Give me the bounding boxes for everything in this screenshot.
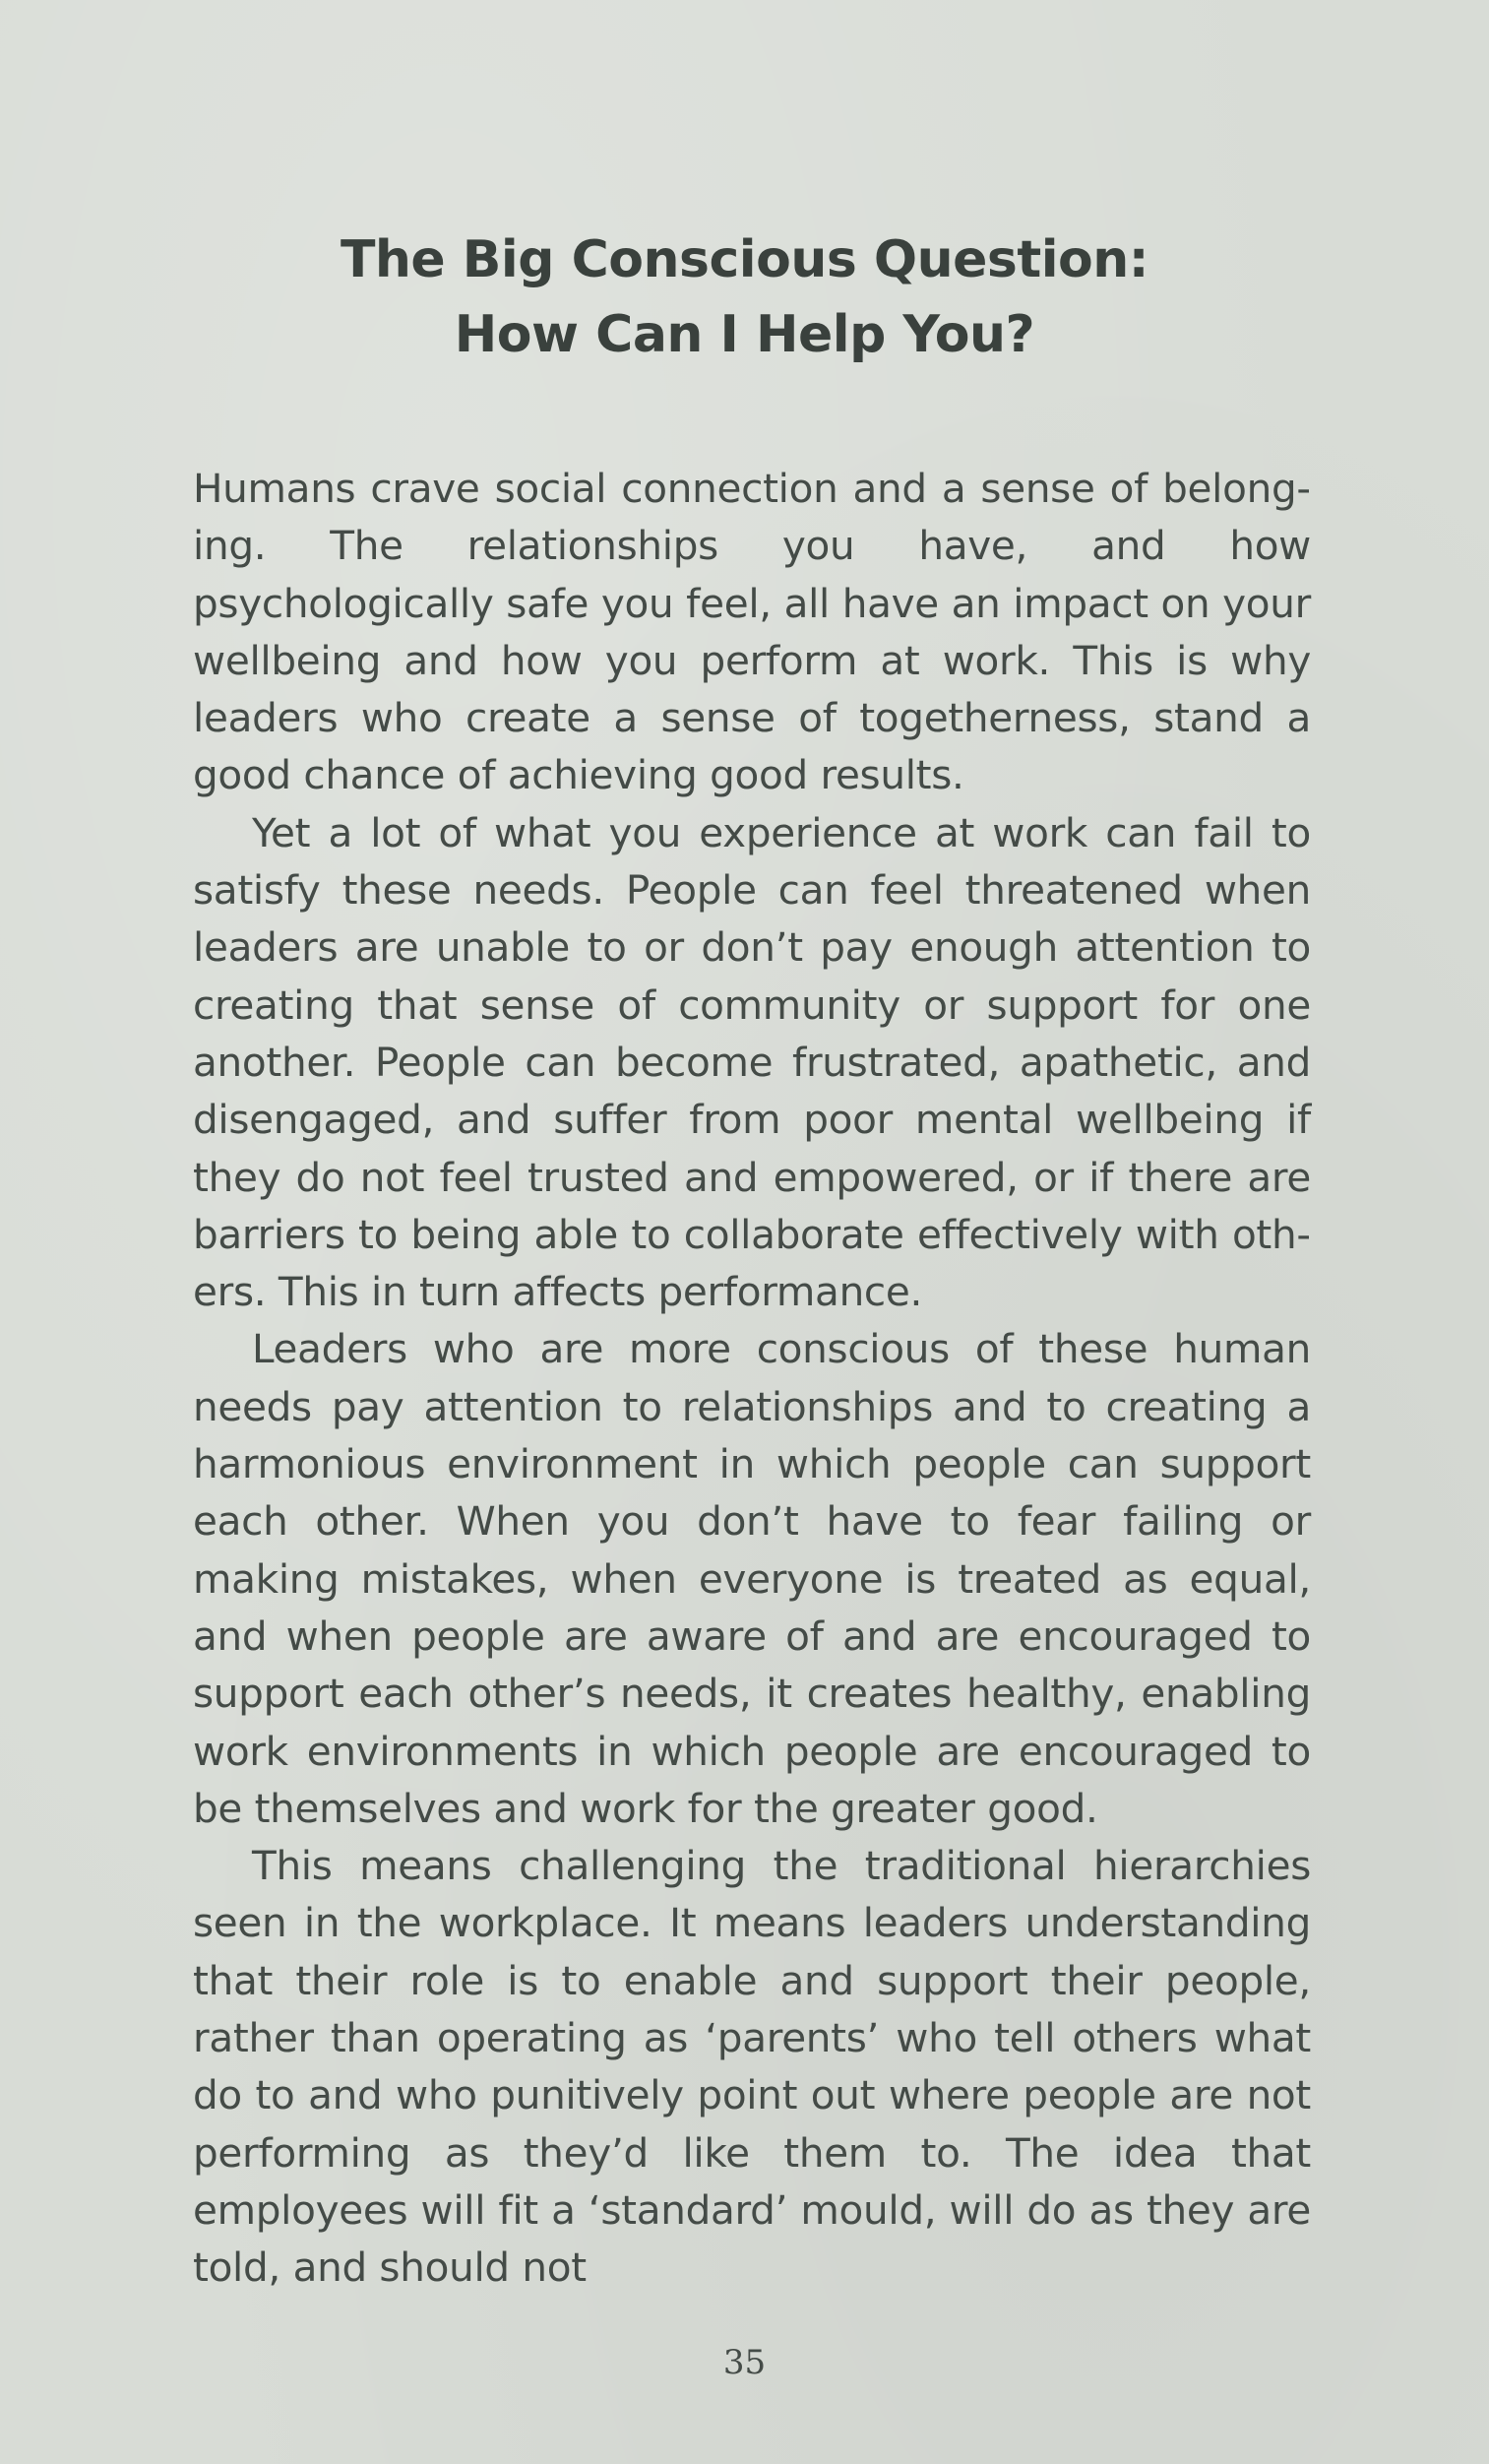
- heading-line-2: How Can I Help You?: [454, 305, 1035, 364]
- body-text: [193, 460, 1311, 2297]
- paragraph-1: Humans crave social connection and a sense of belonging. The relationships you have, and how psychologically safe you feel, all have an impact on your wellbeing and how you perform at work. This is why leaders who create a sense of togetherness, stand a good chance of achieving good results.: [193, 465, 1311, 799]
- paragraph-3: Leaders who are more conscious of these human needs pay attention to relationships and to creating a harmonious environment in which people can support each other. When you don’t have to fear failing or making mistakes, when everyone is treated as equal, and when people are aware of and are encouraged to support each other’s needs, it creates healthy, enabling work environments in which people are encouraged to be themselves and work for the greater good.: [193, 1325, 1311, 1832]
- page-number: 35: [722, 2343, 767, 2382]
- chapter-heading: [0, 222, 1489, 372]
- paragraph-4: This means challenging the traditional hierarchies seen in the workplace. It means leaders understanding that their role is to enable and support their people, rather than operating as ‘parents’ who tell others what do to and who punitively point out where people are not performing as they’d like them to. The idea that employees will fit a ‘standard’ mould, will do as they are told, and should not: [193, 1842, 1311, 2292]
- paragraph-2: Yet a lot of what you experience at work can fail to satisfy these needs. People can feel threatened when leaders are unable to or don’t pay enough attention to creating that sense of community or support for one another. People can become frustrated, apathetic, and disengaged, and suffer from poor mental wellbeing if they do not feel trusted and empowered, or if there are barriers to being able to collaborate effectively with others. This in turn affects performance.: [193, 808, 1311, 1316]
- heading-line-1: The Big Conscious Question:: [340, 230, 1149, 289]
